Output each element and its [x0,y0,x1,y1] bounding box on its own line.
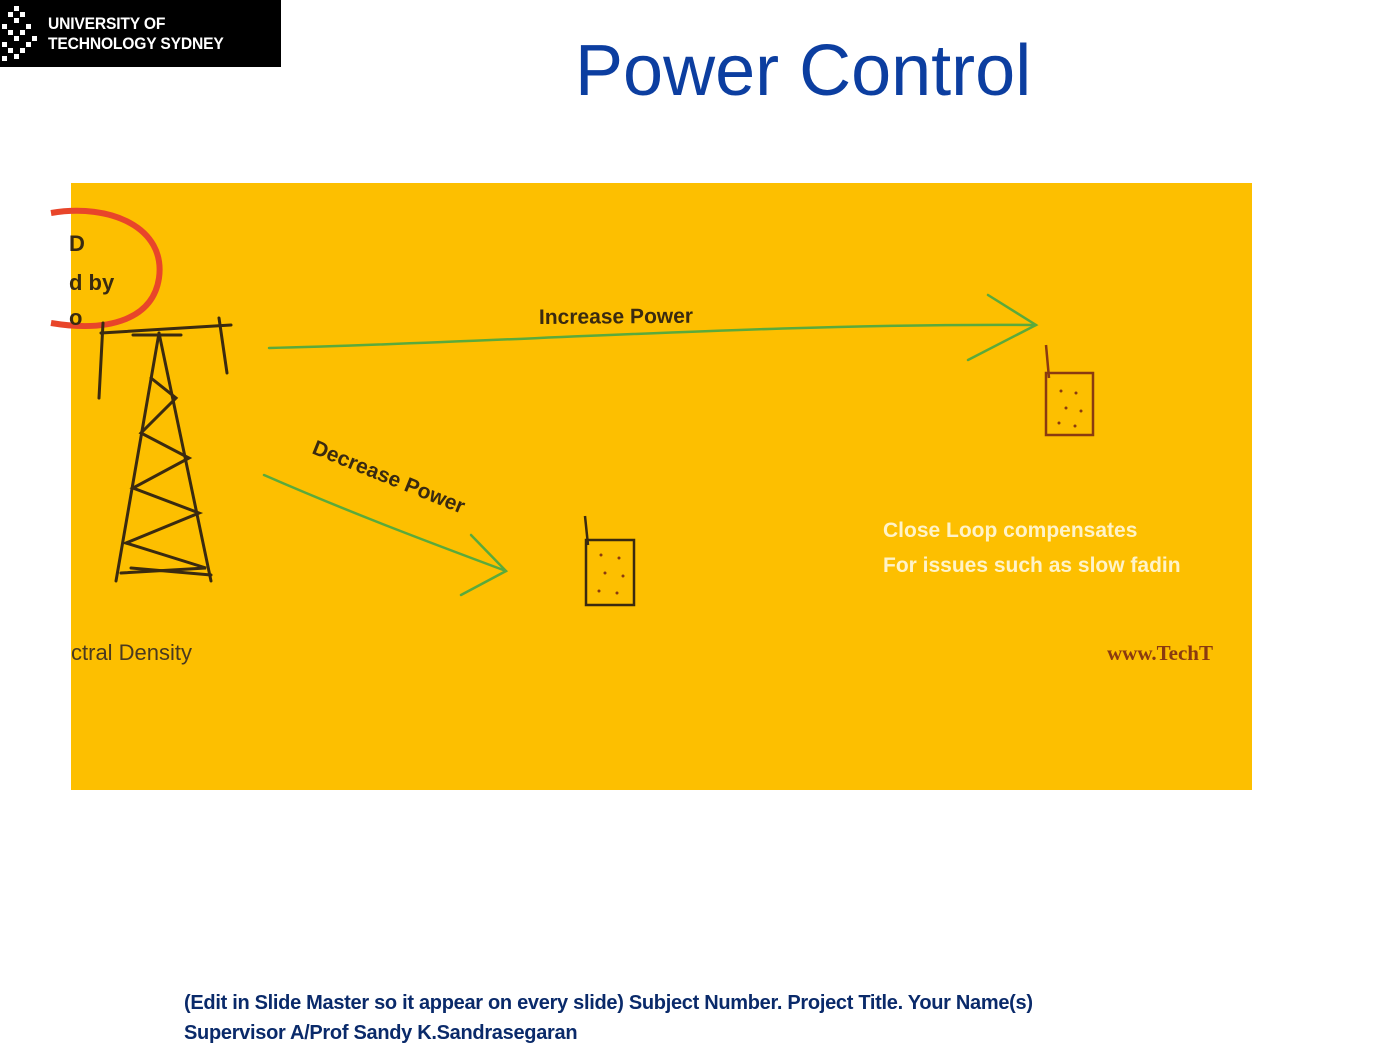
bubble-text-3: o [69,305,83,330]
logo-wordmark [48,14,224,54]
note-line-1: Close Loop compensates [883,519,1138,542]
far-mobile-phone-icon [1046,345,1093,435]
tower-icon [99,318,231,581]
near-mobile-phone-icon [585,516,634,605]
decrease-power-arrow [264,475,506,595]
uts-emblem-icon [0,0,40,67]
note-line-2: For issues such as slow fadin [883,554,1181,577]
increase-power-label: Increase Power [538,304,694,329]
university-logo [0,0,281,67]
slide-title: Power Control [575,31,1032,111]
bubble-text-1: D [69,231,85,256]
footer-line-2: Supervisor A/Prof Sandy K.Sandrasegaran [184,1022,578,1044]
power-control-illustration [71,183,1252,790]
bubble-text-2: d by [69,270,115,295]
footer-line-1: (Edit in Slide Master so it appear on every slide) Subject Number. Project Title. Your Name(s) [184,992,1033,1014]
slide-footer [184,988,1284,1048]
decrease-power-label: Decrease Power [309,436,469,519]
watermark-text: www.TechT [1107,641,1213,665]
logo-line-1: UNIVERSITY OF [48,13,166,33]
logo-line-2: TECHNOLOGY SYDNEY [48,33,224,53]
illustration-canvas [71,183,1252,790]
speech-bubble [51,211,160,326]
spectral-density-label: ctral Density [71,640,193,665]
